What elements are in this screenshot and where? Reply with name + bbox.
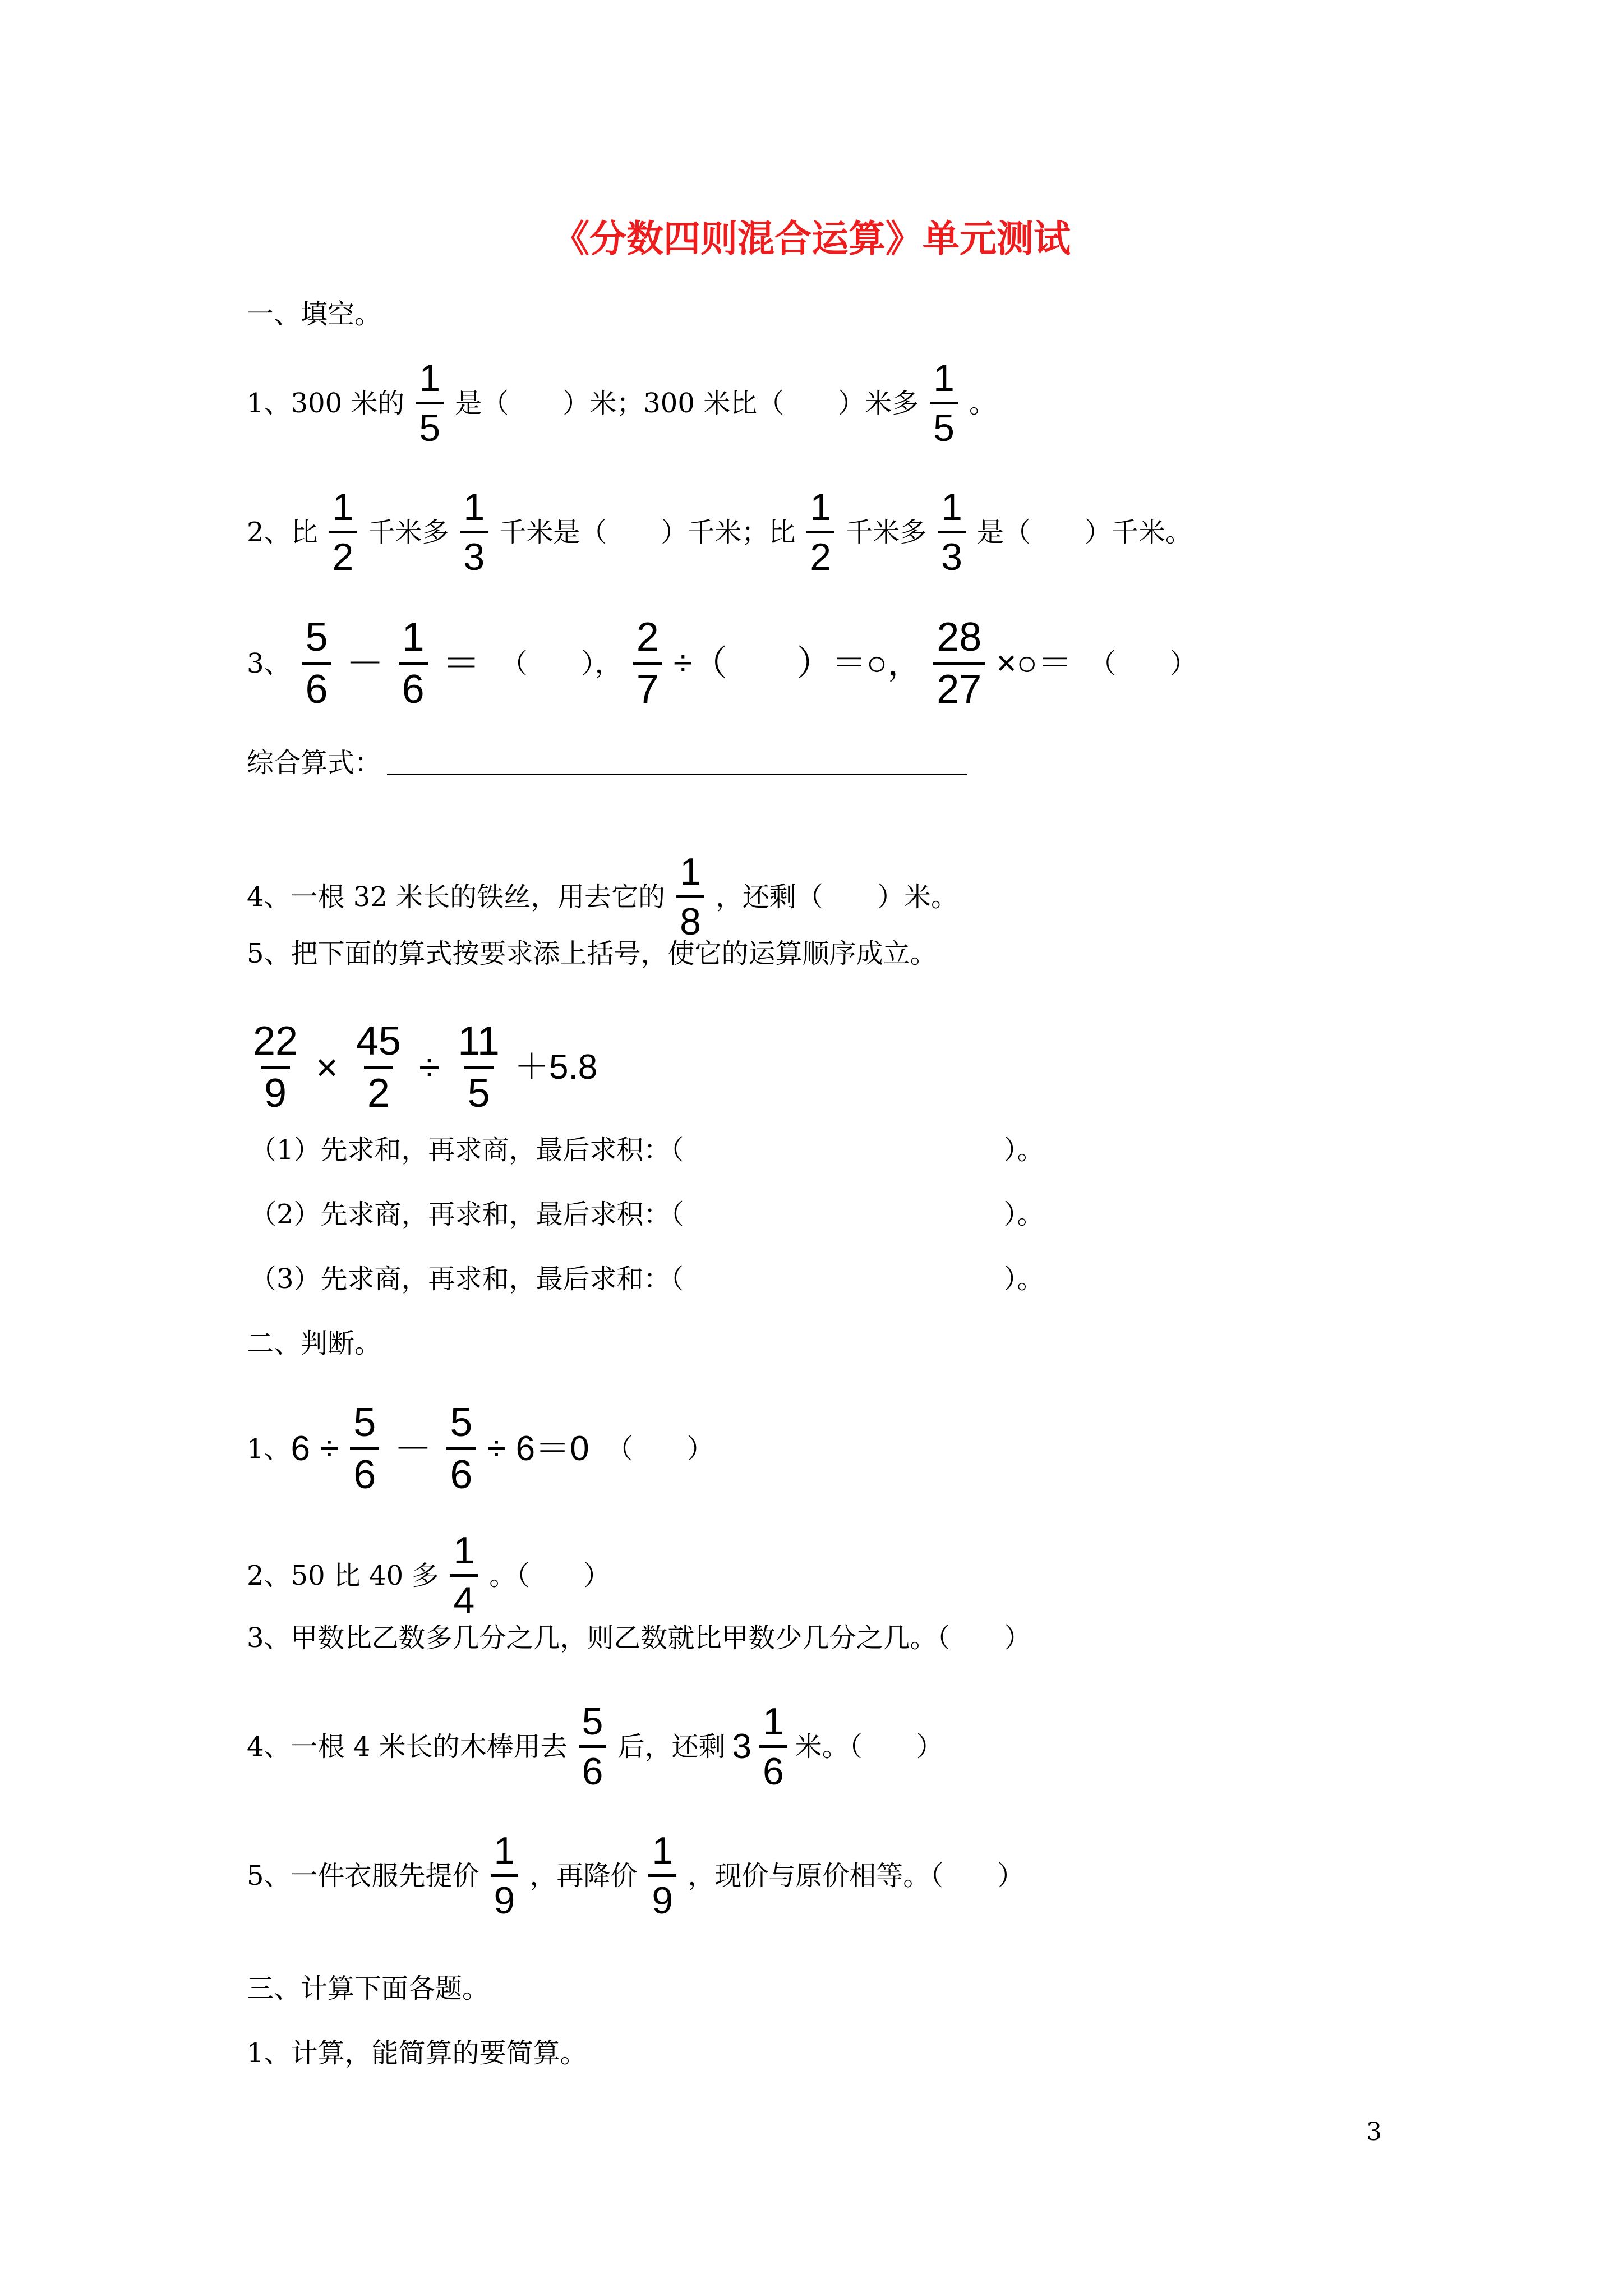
q4-text-a: 4、一根 32 米长的铁丝，用去它的	[247, 881, 666, 913]
judge-question-2	[247, 1529, 611, 1622]
j5-text-c: ，现价与原价相等。（ ）	[688, 1860, 1025, 1892]
q3-number: 3、	[247, 647, 291, 679]
q3-times-part: ×○＝	[996, 643, 1072, 683]
fraction: $\frac{45}{2}$	[356, 1019, 401, 1116]
combined-formula-row	[247, 746, 967, 780]
section-2-heading: 二、判断。	[247, 1328, 382, 1359]
q2-text-b: 千米多	[368, 516, 449, 548]
fraction: $\frac{2}{7}$	[633, 617, 662, 710]
j1-number: 1、	[247, 1433, 291, 1465]
q5-sub-3	[250, 1262, 1044, 1296]
fraction: $\frac{1}{9}$	[491, 1832, 519, 1920]
fraction: $\frac{1}{5}$	[930, 359, 958, 447]
q5-sub-2-end: ）。	[1003, 1199, 1044, 1230]
divide-sign: ÷	[418, 1046, 440, 1089]
fraction: $\frac{1}{6}$	[399, 617, 428, 710]
judge-question-3: 3、甲数比乙数多几分之几，则乙数就比甲数少几分之几。（ ）	[247, 1622, 1031, 1654]
calc-question-1: 1、计算，能简算的要简算。	[247, 2037, 587, 2069]
j1-lead: 6 ÷	[291, 1429, 339, 1468]
fraction: $\frac{1}{8}$	[676, 853, 704, 941]
equals-sign: ＝	[442, 642, 481, 685]
q2-text-e: 是（ ）千米。	[976, 516, 1192, 548]
q1-text-c: 。	[969, 387, 996, 419]
fraction: $\frac{1}{3}$	[460, 488, 488, 576]
times-sign: ×	[316, 1046, 338, 1089]
combined-formula-label: 综合算式：	[247, 747, 382, 779]
judge-question-4	[247, 1700, 943, 1793]
section-3-heading: 三、计算下面各题。	[247, 1973, 490, 2004]
q5-sub-2-label: （2）先求商，再求和，最后求积：（	[250, 1199, 684, 1230]
q5-sub-1-label: （1）先求和，再求商，最后求积：（	[250, 1134, 684, 1166]
minus-sign: －	[394, 1427, 432, 1470]
fraction: $\frac{1}{9}$	[648, 1832, 676, 1920]
q5-sub-1	[250, 1133, 1044, 1167]
fraction: $\frac{5}{6}$	[350, 1402, 379, 1495]
q5-sub-3-end: ）。	[1003, 1263, 1044, 1295]
q2-text-a: 2、比	[247, 516, 318, 548]
fraction: $\frac{1}{2}$	[329, 488, 357, 576]
fraction: $\frac{1}{2}$	[806, 488, 834, 576]
fraction: $\frac{1}{6}$	[759, 1703, 787, 1791]
fraction: $\frac{5}{6}$	[579, 1703, 607, 1791]
j1-tail: ÷ 6＝0	[487, 1429, 589, 1468]
fraction: $\frac{5}{6}$	[302, 617, 331, 710]
q5-tail: ＋5.8	[514, 1047, 598, 1087]
fill-question-1	[247, 359, 996, 447]
fill-question-2	[247, 488, 1192, 576]
fraction: $\frac{11}{5}$	[458, 1019, 500, 1116]
fraction: $\frac{5}{6}$	[446, 1402, 476, 1495]
q3-division-part: ÷（ ）＝○，	[673, 643, 923, 683]
fraction: $\frac{1}{3}$	[938, 488, 966, 576]
minus-sign: －	[345, 642, 384, 685]
j5-text-b: ，再降价	[529, 1860, 638, 1892]
fraction: $\frac{1}{4}$	[450, 1531, 478, 1619]
q1-text-a: 1、300 米的	[247, 387, 405, 419]
j2-text-b: 。（ ）	[489, 1559, 611, 1591]
j4-text-a: 4、一根 4 米长的木棒用去	[247, 1731, 568, 1763]
q3-blank-1: （ ），	[500, 647, 622, 679]
fraction: $\frac{22}{9}$	[253, 1019, 298, 1116]
j5-text-a: 5、一件衣服先提价	[247, 1860, 479, 1892]
fill-question-4	[247, 850, 958, 943]
fraction: $\frac{1}{5}$	[416, 359, 444, 447]
j2-text-a: 2、50 比 40 多	[247, 1559, 439, 1591]
section-1-heading: 一、填空。	[247, 298, 382, 330]
q5-expression	[250, 1021, 597, 1114]
j4-text-c: 米。（ ）	[795, 1731, 943, 1763]
page-title: 《分数四则混合运算》单元测试	[552, 217, 1071, 260]
q5-sub-3-label: （3）先求商，再求和，最后求和：（	[250, 1263, 684, 1295]
mixed-number-whole: 3	[732, 1727, 751, 1766]
page-number: 3	[1366, 2118, 1382, 2146]
fraction: $\frac{28}{27}$	[933, 617, 985, 710]
q3-blank-2: （ ）	[1089, 647, 1197, 679]
q5-sub-1-end: ）。	[1003, 1134, 1044, 1166]
q4-text-b: ，还剩（ ）米。	[715, 881, 958, 913]
answer-blank-line[interactable]	[387, 751, 967, 775]
q2-text-c: 千米是（ ）千米；比	[499, 516, 796, 548]
judge-question-5	[247, 1829, 1025, 1922]
judge-question-1	[247, 1402, 714, 1495]
q2-text-d: 千米多	[846, 516, 927, 548]
j1-answer-paren: （ ）	[606, 1433, 714, 1465]
j4-text-b: 后，还剩	[617, 1731, 726, 1763]
q5-sub-2	[250, 1198, 1044, 1231]
fill-question-3	[247, 617, 1197, 710]
fill-question-5-text: 5、把下面的算式按要求添上括号，使它的运算顺序成立。	[247, 938, 937, 969]
q1-text-b: 是（ ）米；300 米比（ ）米多	[455, 387, 919, 419]
